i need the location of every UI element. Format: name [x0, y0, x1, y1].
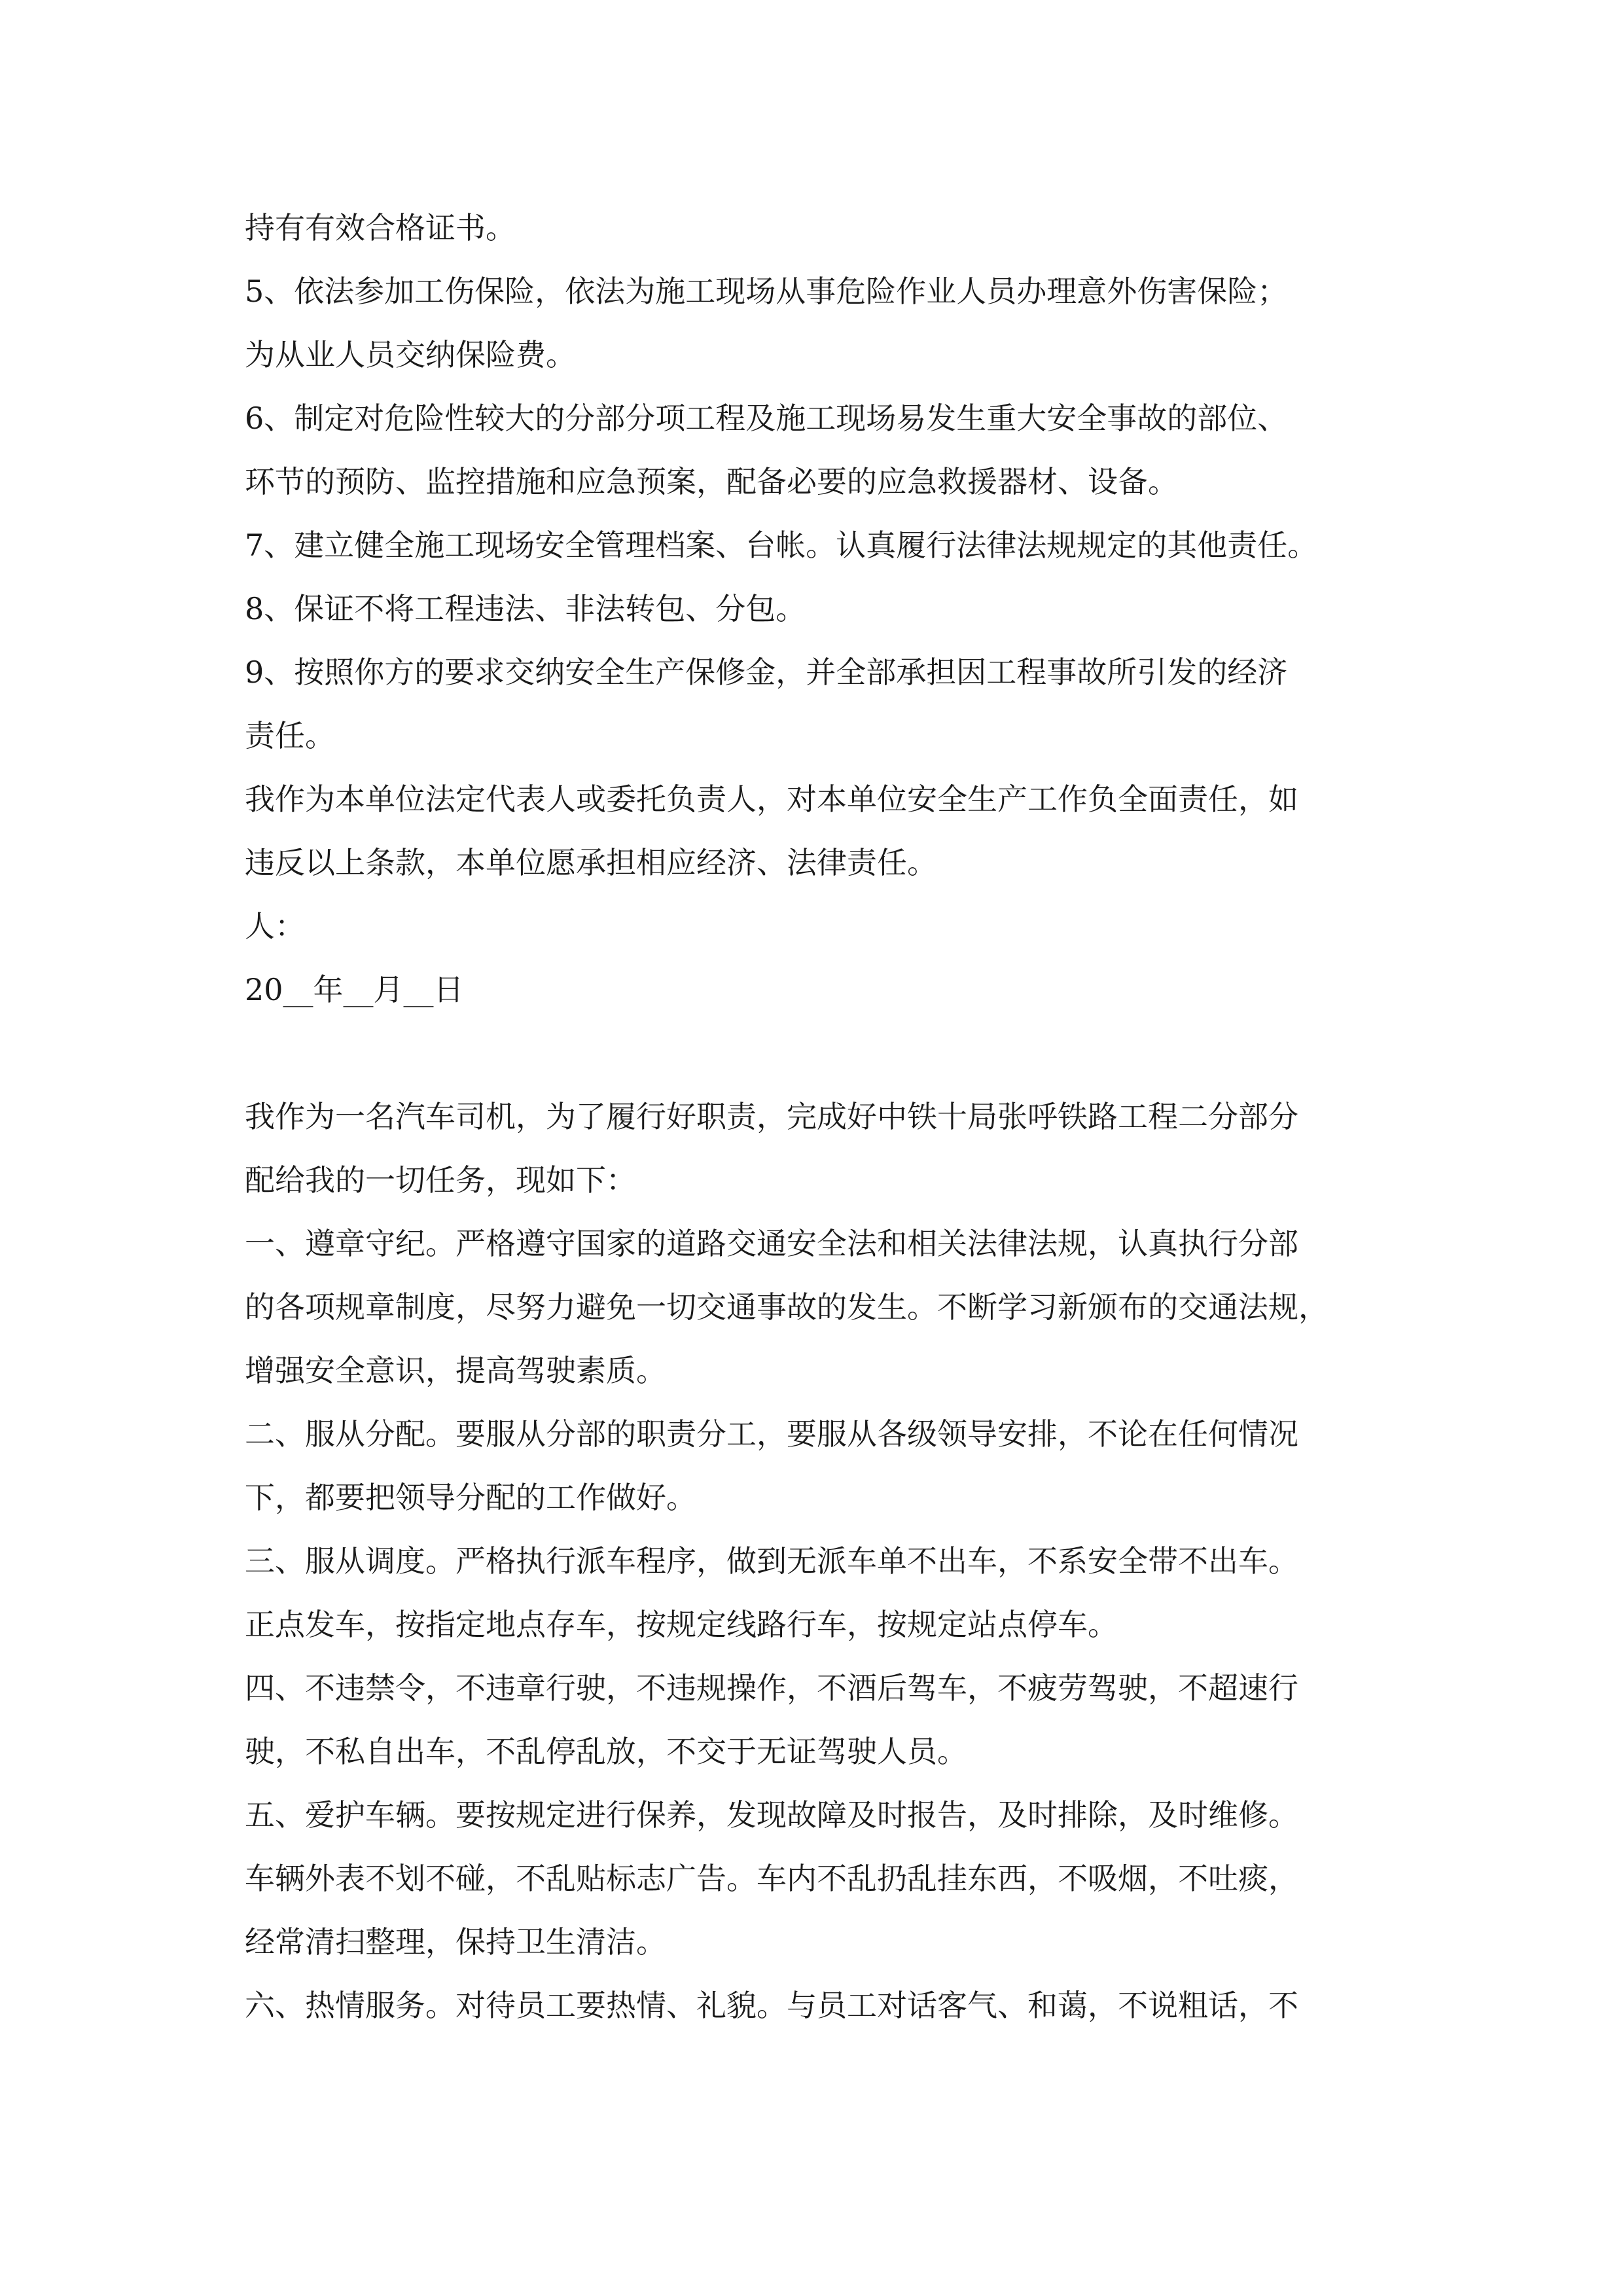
text-line: 驶，不私自出车，不乱停乱放，不交于无证驾驶人员。	[245, 1734, 967, 1769]
text-line: 三、服从调度。严格执行派车程序，做到无派车单不出车，不系安全带不出车。	[245, 1543, 1298, 1579]
text-line: 为从业人员交纳保险费。	[245, 337, 576, 372]
text-line: 我作为本单位法定代表人或委托负责人，对本单位安全生产工作负全面责任，如	[245, 781, 1298, 817]
text-line: 六、热情服务。对待员工要热情、礼貌。与员工对话客气、和蔼，不说粗话，不	[245, 1988, 1298, 2023]
text-line: 5、依法参加工伤保险，依法为施工现场从事危险作业人员办理意外伤害保险；	[245, 274, 1288, 309]
text-line: 一、遵章守纪。严格遵守国家的道路交通安全法和相关法律法规，认真执行分部	[245, 1226, 1298, 1261]
document-body	[245, 196, 1397, 2037]
section-gap	[245, 1022, 1397, 1085]
text-line: 下，都要把领导分配的工作做好。	[245, 1480, 696, 1515]
text-line: 增强安全意识，提高驾驶素质。	[245, 1353, 666, 1388]
text-line: 配给我的一切任务，现如下：	[245, 1162, 636, 1198]
text-line: 五、爱护车辆。要按规定进行保养，发现故障及时报告，及时排除，及时维修。	[245, 1797, 1298, 1833]
text-line: 违反以上条款，本单位愿承担相应经济、法律责任。	[245, 845, 937, 880]
text-line: 二、服从分配。要服从分部的职责分工，要服从各级领导安排，不论在任何情况	[245, 1416, 1298, 1452]
text-line: 9、按照你方的要求交纳安全生产保修金，并全部承担因工程事故所引发的经济	[245, 655, 1288, 690]
text-line: 正点发车，按指定地点存车，按规定线路行车，按规定站点停车。	[245, 1607, 1118, 1642]
text-line: 8、保证不将工程违法、非法转包、分包。	[245, 591, 806, 626]
text-line: 环节的预防、监控措施和应急预案，配备必要的应急救援器材、设备。	[245, 464, 1178, 499]
text-line: 经常清扫整理，保持卫生清洁。	[245, 1924, 666, 1960]
date-line: 20__年__月__日	[245, 972, 464, 1007]
text-line: 车辆外表不划不碰，不乱贴标志广告。车内不乱扔乱挂东西，不吸烟，不吐痰，	[245, 1861, 1298, 1896]
text-line: 四、不违禁令，不违章行驶，不违规操作，不酒后驾车，不疲劳驾驶，不超速行	[245, 1670, 1298, 1706]
text-line: 持有有效合格证书。	[245, 210, 516, 245]
text-line: 的各项规章制度，尽努力避免一切交通事故的发生。不断学习新颁布的交通法规，	[245, 1289, 1329, 1325]
text-line: 责任。	[245, 718, 335, 753]
signature-label: 人：	[245, 908, 305, 944]
text-line: 6、制定对危险性较大的分部分项工程及施工现场易发生重大安全事故的部位、	[245, 401, 1288, 436]
text-line: 我作为一名汽车司机，为了履行好职责，完成好中铁十局张呼铁路工程二分部分	[245, 1099, 1298, 1134]
text-line: 7、建立健全施工现场安全管理档案、台帐。认真履行法律法规规定的其他责任。	[245, 528, 1318, 563]
